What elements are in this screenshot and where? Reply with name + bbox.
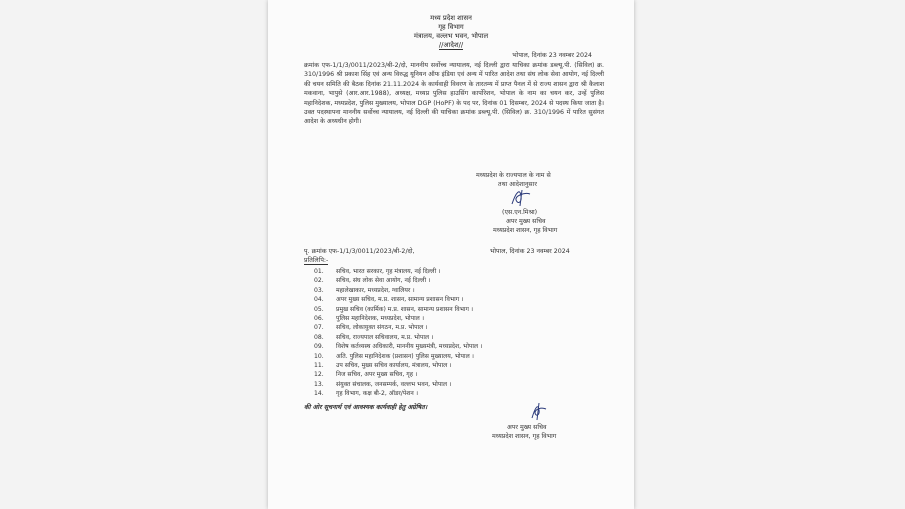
copy-list-item-text: पुलिस महानिदेशक, मध्यप्रदेश, भोपाल । (336, 315, 425, 322)
copy-list-item (314, 343, 482, 351)
copy-list-item-text: प्रमुख सचिव (कार्मिक) म.प्र. शासन, सामान्य प्रशासन विभाग । (336, 305, 474, 313)
order-title: //आदेश// (438, 41, 464, 49)
copy-list-item-number: 05. (314, 305, 324, 313)
copy-list-item-number: 01. (314, 268, 324, 275)
order-date: भोपाल, दिनांक 23 नवम्बर 2024 (512, 52, 592, 59)
document-page (268, 0, 634, 509)
copy-list-item-text: गृह विभाग, कक्ष बी-2, ऑडर/पेशन । (336, 390, 419, 398)
copy-list-item (314, 268, 440, 276)
copy-list-item-number: 07. (314, 324, 324, 332)
copy-list-item-number: 14. (314, 390, 324, 398)
copy-list-item-text: अपर मुख्य सचिव, म.प्र. शासन, सामान्य प्रशासन विभाग । (336, 296, 464, 304)
department-heading: गृह विभाग (438, 23, 464, 31)
copy-list-item-number: 09. (314, 343, 324, 351)
copy-list-item-number: 10. (314, 352, 324, 360)
signatory-2-designation: अपर मुख्य सचिव (507, 424, 547, 431)
copy-heading: प्रतिलिपि:- (304, 257, 329, 264)
copy-footer-note: की ओर सूचनार्थ एवं आवश्यक कार्यवाही हेतु अग्रेषित। (304, 404, 428, 411)
signature-mark-1 (506, 186, 540, 208)
signatory-department: मध्यप्रदेश शासन, गृह विभाग (493, 227, 558, 234)
copy-list-item (314, 362, 451, 370)
copy-list-item (314, 324, 428, 332)
copy-list-item-text: उप सचिव, मुख्य सचिव कार्यालय, मंत्रालय, भोपाल । (336, 362, 452, 369)
government-heading: मध्य प्रदेश शासन (430, 14, 472, 22)
copy-list-item-text: सचिव, लोकायुक्त संगठन, म.प्र. भोपाल । (336, 324, 428, 332)
copy-date: भोपाल, दिनांक 23 नवम्बर 2024 (490, 248, 570, 255)
signatory-name: (एस.एन.मिश्रा) (502, 209, 538, 216)
governor-name-line: मध्यप्रदेश के राज्यपाल के नाम से (476, 172, 551, 179)
copy-list-item (314, 287, 415, 295)
copy-list-item (314, 390, 418, 398)
address-heading: मंत्रालय, वल्लभ भवन, भोपाल (413, 32, 489, 40)
signatory-2-department: मध्यप्रदेश शासन, गृह विभाग (492, 433, 557, 440)
as-ordered-line: तथा आदेशानुसार (498, 181, 537, 188)
signatory-designation: अपर मुख्य सचिव (506, 218, 546, 225)
copy-list-item-number: 04. (314, 296, 324, 304)
copy-list-item (314, 353, 474, 361)
copy-list-item (314, 334, 433, 342)
copy-list-item-number: 13. (314, 380, 324, 388)
copy-list-item-text: सचिव, राज्यपाल सचिवालय, म.प्र. भोपाल । (336, 333, 434, 341)
copy-list-item (314, 296, 463, 304)
copy-reference: पृ. क्रमांक एफ-1/1/3/0011/2023/बी-2/दो, (304, 248, 415, 255)
copy-list-item-text: संयुक्त संचालक, जनसम्पर्क, वल्लभ भवन, भोपाल । (336, 380, 452, 388)
copy-list-item (314, 315, 424, 323)
copy-list-item (314, 306, 473, 314)
copy-list-item-number: 03. (314, 286, 324, 294)
copy-list-item-text: निज सचिव, अपर मुख्य सचिव, गृह । (336, 371, 418, 379)
copy-list-item-number: 02. (314, 277, 324, 285)
copy-list-item (314, 371, 417, 379)
signature-mark-2 (526, 400, 552, 422)
copy-list-item-number: 06. (314, 315, 324, 322)
copy-list-item-text: सचिव, संघ लोक सेवा आयोग, नई दिल्ली । (336, 277, 431, 285)
copy-list-item (314, 381, 451, 389)
order-body: क्रमांक एफ-1/1/3/0011/2023/बी-2/दो, माननीय सर्वोच्च न्यायालय, नई दिल्ली द्वारा याचिका क्रमांक डब्ल्यू.पी. (सिविल) क्र. 310/1996 श्री प्रकाश सिंह एवं अन्य विरुद्ध यूनियन ऑफ इंडिया एवं अन्य में पारित आदेश तथा संघ लोक सेवा आयोग, नई दिल्ली की चयन समिति की बैठक दिनांक 21.11.2024 के कार्यवाही विवरण के तारतम्य में प्राप्त पैनल में से राज्य शासन द्वारा श्री कैलाश मकवाना, भापुसे (आर.आर.1988), अध्यक्ष, मध्यप्र पुलिस हाउसिंग कार्पोरेशन, भोपाल के नाम का चयन कर, उन्हें पुलिस महानिदेशक, मध्यप्रदेश, पुलिस मुख्यालय, भोपाल DGP (HoPF) के पद पर, दिनांक 01 दिसम्बर, 2024 से पदस्थ किया जाता है। उक्त पदस्थापना माननीय सर्वोच्च न्यायालय, नई दिल्ली की याचिका क्रमांक डब्ल्यू.पी. (सिविल) क्र. 310/1996 में पारित सुसंगत आदेश के अध्यधीन होगी। (304, 62, 604, 126)
copy-list-item-text: महालेखाकार, मध्यप्रदेश, ग्वालियर । (336, 286, 415, 294)
copy-list-item-text: अति. पुलिस महानिदेशक (प्रशासन) पुलिस मुख्यालय, भोपाल । (336, 352, 474, 360)
copy-list-item-number: 12. (314, 371, 324, 379)
copy-list-item-number: 08. (314, 333, 324, 341)
copy-list-item-text: सचिव, भारत सरकार, गृह मंत्रालय, नई दिल्ली । (336, 268, 441, 275)
copy-list-item (314, 277, 430, 285)
copy-list-item-text: विशेष कर्तव्यस्थ अधिकारी, माननीय मुख्यमंत्री, मध्यप्रदेश, भोपाल । (336, 343, 483, 351)
copy-list-item-number: 11. (314, 362, 324, 369)
